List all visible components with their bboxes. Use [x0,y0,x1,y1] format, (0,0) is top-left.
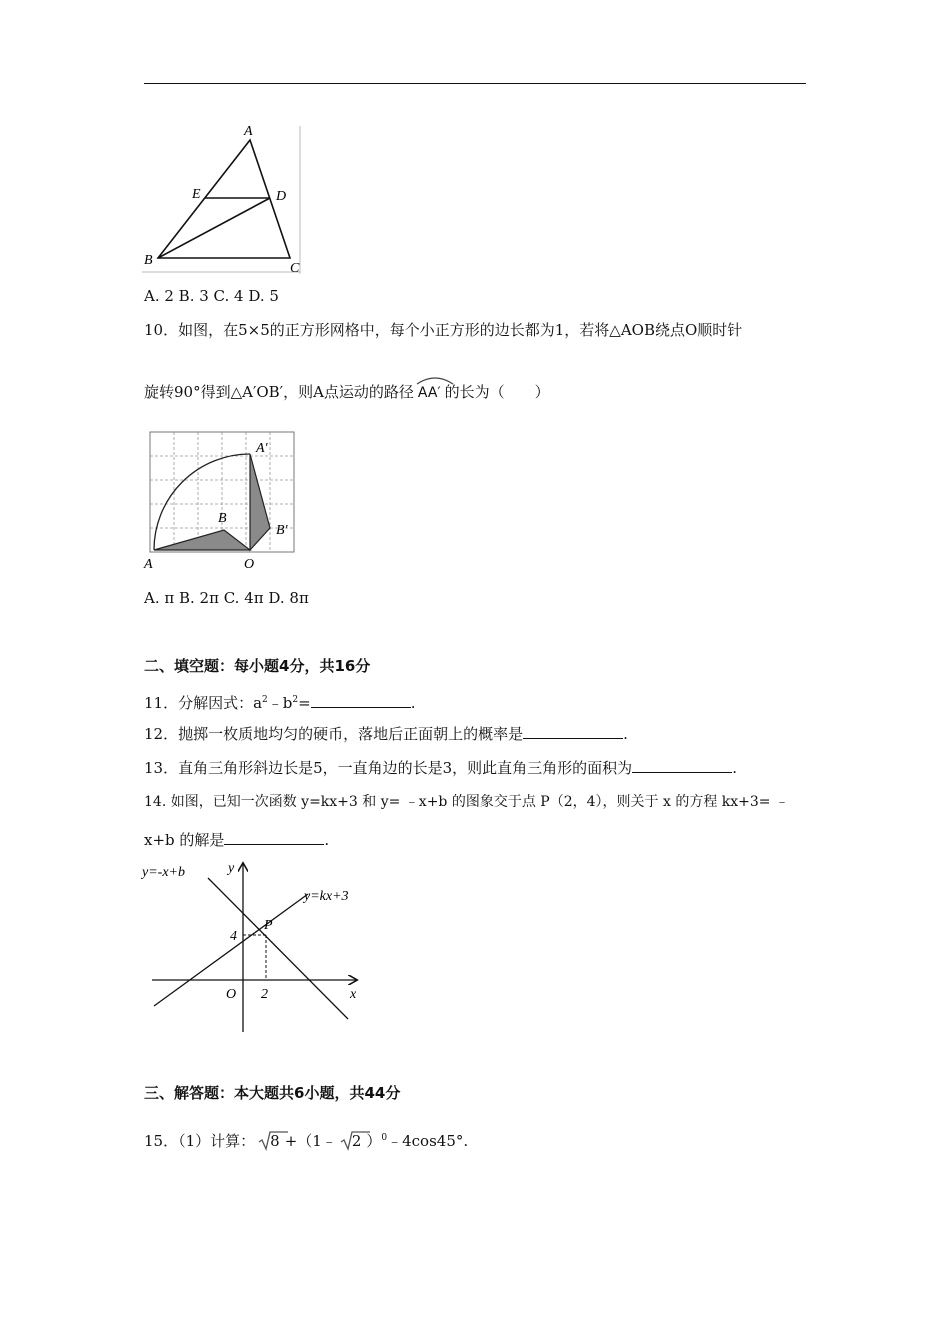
label-p: P [264,918,273,933]
label-c: C [290,261,300,276]
sqrt-2 [340,1131,364,1151]
sqrt-2-radicand: 2 [351,1132,362,1150]
arc-path [154,454,250,550]
q12 [144,724,628,744]
label-y: y [228,861,235,876]
q15 [144,1128,468,1151]
q15-plus: +（1﹣ [284,1132,337,1150]
segment-bd [158,198,270,258]
section-3-heading: 三、解答题：本大题共6小题，共44分 [144,1084,401,1102]
triangle-a-prime-ob-prime [250,454,270,550]
q14-answer-blank[interactable] [224,830,324,845]
arc-notation [414,382,445,403]
label-x: x [350,987,357,1002]
triangle-abc [158,140,290,258]
label-2: 2 [261,987,268,1002]
q14-line1: 14. 如图，已知一次函数 y=kx+3 和 y= ﹣x+b 的图象交于点 P（2，4），则关于 x 的方程 kx+3= ﹣ [144,794,789,810]
q14-line2 [144,830,329,850]
label-a-prime: A′ [256,441,268,456]
q14-line2-text: x+b 的解是 [144,831,225,849]
q15-close: ） [366,1132,382,1150]
q10-line2 [144,382,550,403]
q11-answer-blank[interactable] [311,693,411,708]
q10-line1: 10．如图，在5×5的正方形网格中，每个小正方形的边长都为1，若将△AOB绕点O顺时针 [144,321,743,339]
q11-suffix: = [298,694,311,712]
label-a: A [244,124,253,139]
q12-text: 12．抛掷一枚质地均匀的硬币，落地后正面朝上的概率是 [144,725,524,743]
triangle-figure [138,120,308,278]
linear-functions-graph [140,856,370,1036]
arc-label: AA′ [417,385,441,401]
q11 [144,690,415,713]
q12-answer-blank[interactable] [523,724,623,739]
header-rule [144,83,806,84]
q13-end: . [732,759,737,777]
label-4: 4 [230,929,237,944]
q15-exponent: 0 [381,1133,388,1143]
q12-end: . [623,725,628,743]
q15-rest: ﹣4cos45°. [387,1132,469,1150]
q11-end: . [410,694,416,712]
label-b-prime: B′ [276,523,288,538]
label-b: B [218,511,227,526]
section-2-heading: 二、填空题：每小题4分，共16分 [144,657,371,675]
label-a: A [144,557,153,572]
label-e: E [192,187,201,202]
q10-line2-before: 旋转90°得到△A′OB′，则A点运动的路径 [144,383,414,401]
sqrt-8-radicand: 8 [270,1132,280,1150]
q13-text: 13．直角三角形斜边长是5，一直角边的长是3，则此直角三角形的面积为 [144,759,633,777]
q10-options: A. π B. 2π C. 4π D. 8π [144,589,309,607]
label-o: O [244,557,255,572]
label-o: O [226,987,237,1002]
q11-sup-a: 2 [262,695,268,705]
label-y-kx-plus-3: y=kx+3 [304,889,349,904]
label-d: D [276,189,287,204]
label-y-neg-x-plus-b: y=-x+b [142,865,185,880]
label-b: B [144,253,153,268]
q13 [144,758,737,778]
triangle-aob [154,530,250,550]
q14-end: . [324,831,330,849]
q13-answer-blank[interactable] [632,758,732,773]
sqrt-8 [258,1131,282,1151]
q9-options: A. 2 B. 3 C. 4 D. 5 [144,287,279,305]
q10-line2-after: 的长为（ ） [444,383,550,401]
q11-sup-b: 2 [292,695,299,705]
q15-prefix: 15．（1）计算： [144,1132,256,1150]
grid-rotation-figure [138,428,298,576]
q11-mid: ﹣b [267,694,293,712]
q11-prefix: 11．分解因式：a [144,694,263,712]
